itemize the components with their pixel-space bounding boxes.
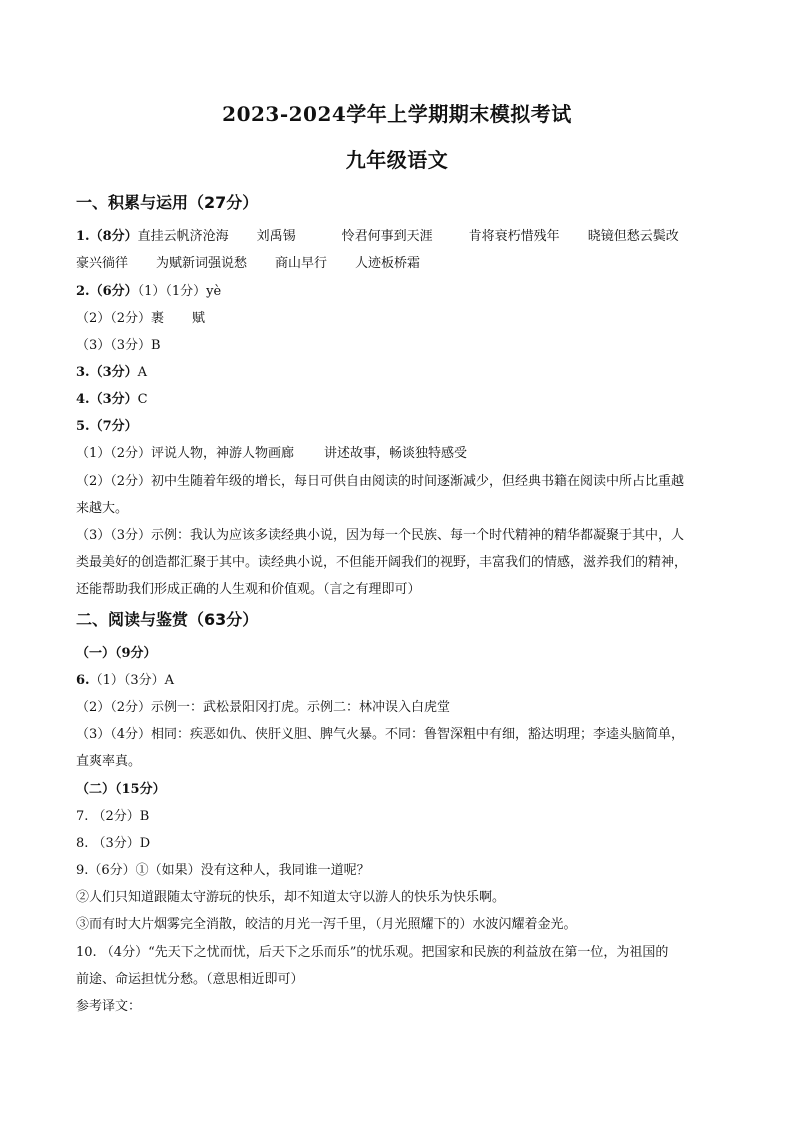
q9-line-3: ③而有时大片烟雾完全消散，皎洁的月光一泻千里，（月光照耀下的）水波闪耀着金光。 xyxy=(76,917,577,932)
page-subtitle: 九年级语文 xyxy=(345,148,449,172)
q10-line-2: 前途、命运担忧分愁。（意思相近即可） xyxy=(76,972,304,987)
q1-line-2 xyxy=(76,252,420,271)
q1-answer-5: 晓镜但愁云鬓改 xyxy=(587,229,679,244)
q2-line-2 xyxy=(76,307,205,326)
q6-line-1 xyxy=(76,669,174,688)
q3-label: 3.（3分） xyxy=(76,365,138,380)
q1-line-1 xyxy=(76,225,679,244)
section-heading-1: 一、积累与运用（27分） xyxy=(76,193,259,212)
q4-label: 4.（3分） xyxy=(76,392,138,407)
q5-line-2a: （2）（2分）初中生随着年级的增长，每日可供自由阅读的时间逐渐减少，但经典书籍在阅读中所占比重越 xyxy=(76,474,685,489)
q6-line-2: （2）（2分）示例一：武松景阳冈打虎。示例二：林冲误入白虎堂 xyxy=(76,700,451,715)
q5-answer-1b: 讲述故事，畅谈独特感受 xyxy=(324,446,468,461)
q1-answer-7: 为赋新词强说愁 xyxy=(156,256,248,271)
q9-line-2: ②人们只知道跟随太守游玩的快乐，却不知道太守以游人的快乐为快乐啊。 xyxy=(76,890,506,905)
q2-label-text: 2.（6分） xyxy=(76,284,138,299)
q6-answer-1: （1）（3分）A xyxy=(89,673,175,688)
q5-line-1 xyxy=(76,442,467,461)
q5-label: 5.（7分） xyxy=(76,419,138,434)
q6-line-3a: （3）（4分）相同：疾恶如仇、侠肝义胆、脾气火暴。不同：鲁智深粗中有细，豁达明理；李逵头脑简单， xyxy=(76,727,685,742)
q1-answer-2: 刘禹锡 xyxy=(256,229,296,244)
section-heading-2: 二、阅读与鉴赏（63分） xyxy=(76,610,259,629)
q4-line xyxy=(76,388,148,407)
page-title: 2023-2024学年上学期期末模拟考试 xyxy=(222,102,572,126)
q8-line: 8. （3分）D xyxy=(76,836,151,851)
q1-label: 1.（8分） xyxy=(76,229,138,244)
q1-answer-8: 商山早行 xyxy=(275,256,328,271)
q2-answer-2b: 赋 xyxy=(192,311,206,326)
q5-line-3b: 类最美好的创造都汇聚于其中。读经典小说，不但能开阔我们的视野，丰富我们的情感，滋养我们的精神， xyxy=(76,555,688,570)
reference-translation-label: 参考译文： xyxy=(76,999,142,1014)
q3-answer: A xyxy=(137,365,148,380)
q2-line-1 xyxy=(76,280,221,299)
subsection-1: （一）（9分） xyxy=(76,646,157,661)
q9-line-1: 9.（6分）①（如果）没有这种人，我同谁一道呢？ xyxy=(76,863,370,878)
q5-line-3c: 还能帮助我们形成正确的人生观和价值观。（言之有理即可） xyxy=(76,582,421,597)
q5-line-2b: 来越大。 xyxy=(76,501,129,516)
q10-line-1: 10. （4分）“先天下之忧而忧，后天下之乐而乐”的忧乐观。把国家和民族的利益放在第一位，为祖国的 xyxy=(76,945,669,960)
q7-line: 7. （2分）B xyxy=(76,809,150,824)
q1-answer-1: 直挂云帆济沧海 xyxy=(137,229,229,244)
q5-answer-1a: （1）（2分）评说人物，神游人物画廊 xyxy=(76,446,295,461)
subsection-2: （二）（15分） xyxy=(76,782,166,797)
q4-answer: C xyxy=(137,392,148,407)
q2-answer-1: （1）（1分）yè xyxy=(137,284,222,299)
q6-label: 6. xyxy=(76,673,90,688)
q2-line-3: （3）（3分）B xyxy=(76,338,161,353)
q1-answer-6: 豪兴徜徉 xyxy=(76,256,129,271)
q2-answer-2a: （2）（2分）裹 xyxy=(76,311,165,326)
q1-answer-4: 肯将衰朽惜残年 xyxy=(468,229,560,244)
q1-answer-9: 人迹板桥霜 xyxy=(355,256,421,271)
q5-line-3a: （3）（3分）示例：我认为应该多读经典小说，因为每一个民族、每一个时代精神的精华都凝聚于其中，人 xyxy=(76,528,685,543)
q3-line xyxy=(76,361,147,380)
q1-answer-3: 怜君何事到天涯 xyxy=(341,229,433,244)
q6-line-3b: 直爽率真。 xyxy=(76,754,142,769)
